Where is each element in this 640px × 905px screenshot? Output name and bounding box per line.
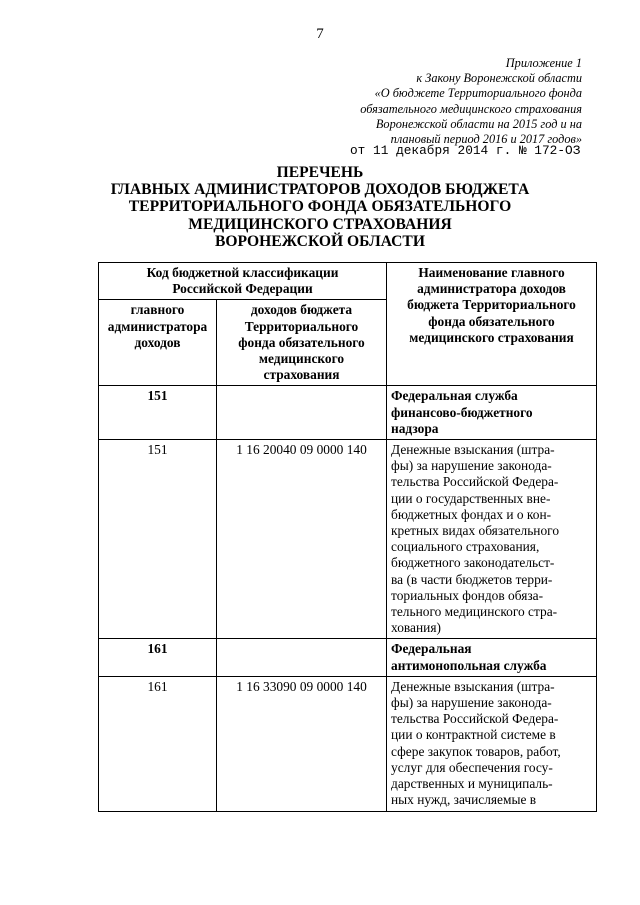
name-line: социального страхования, xyxy=(391,539,540,555)
admin-code-cell: 161 xyxy=(99,676,217,811)
name-line: бюджетных фондах и о кон- xyxy=(391,506,552,522)
header-line: администратора доходов xyxy=(417,281,566,297)
revenue-code-cell: 1 16 20040 09 0000 140 xyxy=(217,440,387,639)
title-line: ВОРОНЕЖСКОЙ ОБЛАСТИ xyxy=(215,232,425,250)
name-line: ции о контрактной системе в xyxy=(391,727,556,743)
appendix-line: «О бюджете Территориального фонда xyxy=(374,86,582,101)
main-administrator-header xyxy=(99,300,217,386)
header-line: Код бюджетной классификации xyxy=(146,265,339,280)
header-line: Территориального xyxy=(244,318,359,334)
revenue-code-header xyxy=(217,300,387,386)
appendix-line: Приложение 1 xyxy=(505,56,582,70)
name-line: ва (в части бюджетов терри- xyxy=(391,571,553,587)
name-line: сфере закупок товаров, работ, xyxy=(391,743,561,759)
name-line: ции о государственных вне- xyxy=(391,490,551,506)
revenue-administrators-table xyxy=(98,262,597,812)
name-line: кретных видах обязательного xyxy=(391,523,560,539)
header-line: страхования xyxy=(263,367,340,383)
document-title xyxy=(0,164,640,250)
administrator-name-cell xyxy=(387,386,597,440)
name-line: фы) за нарушение законода- xyxy=(391,458,552,474)
administrator-name-header xyxy=(387,263,597,386)
title-line: МЕДИЦИНСКОГО СТРАХОВАНИЯ xyxy=(188,215,452,233)
name-line: Федеральная служба xyxy=(391,388,518,404)
header-line: фонда обязательного xyxy=(428,313,555,329)
name-line: антимонопольная служба xyxy=(391,657,547,673)
header-line: доходов бюджета xyxy=(250,302,353,318)
header-line: медицинского xyxy=(258,351,345,367)
name-line: Денежные взыскания (штра- xyxy=(391,442,555,458)
title-line: ТЕРРИТОРИАЛЬНОГО ФОНДА ОБЯЗАТЕЛЬНОГО xyxy=(128,198,512,216)
revenue-code-cell xyxy=(217,386,387,440)
name-line: хования) xyxy=(391,620,441,636)
law-date-number: от 11 декабря 2014 г. № 172-ОЗ xyxy=(350,143,581,158)
name-line: тельства Российской Федера- xyxy=(391,474,559,490)
header-line: Наименование главного xyxy=(418,265,565,280)
name-line: ториальных фондов обяза- xyxy=(391,587,544,603)
name-line: бюджетного законодательст- xyxy=(391,555,555,571)
name-line: тельства Российской Федера- xyxy=(391,711,559,727)
header-line: администратора xyxy=(107,318,208,334)
appendix-line: обязательного медицинского страхования xyxy=(360,101,582,116)
name-line: финансово-бюджетного xyxy=(391,404,533,420)
header-line: доходов xyxy=(134,334,181,350)
title-line: ГЛАВНЫХ АДМИНИСТРАТОРОВ ДОХОДОВ БЮДЖЕТА xyxy=(110,181,530,199)
name-line: услуг для обеспечения госу- xyxy=(391,759,553,775)
title-line: ПЕРЕЧЕНЬ xyxy=(276,164,364,181)
header-line: Российской Федерации xyxy=(172,281,313,297)
revenue-description-cell xyxy=(387,440,597,639)
table-row xyxy=(99,440,597,639)
appendix-line: Воронежской области на 2015 год и на xyxy=(375,116,582,131)
table-header-row xyxy=(99,263,597,300)
appendix-line: к Закону Воронежской области xyxy=(416,71,582,86)
administrator-name-cell xyxy=(387,639,597,676)
table-row xyxy=(99,676,597,811)
page-number: 7 xyxy=(316,26,324,42)
admin-code-cell: 151 xyxy=(99,440,217,639)
header-line: главного xyxy=(130,302,185,318)
admin-code-cell: 151 xyxy=(99,386,217,440)
header-line: бюджета Территориального xyxy=(407,297,576,313)
name-line: фы) за нарушение законода- xyxy=(391,695,552,711)
name-line: Денежные взыскания (штра- xyxy=(391,678,555,694)
name-line: дарственных и муниципаль- xyxy=(391,776,553,792)
appendix-line: плановый период 2016 и 2017 годов» xyxy=(390,132,582,147)
admin-code-cell: 161 xyxy=(99,639,217,676)
table-row xyxy=(99,386,597,440)
budget-classification-header xyxy=(99,263,387,300)
revenue-description-cell xyxy=(387,676,597,811)
revenue-code-cell: 1 16 33090 09 0000 140 xyxy=(217,676,387,811)
name-line: Федеральная xyxy=(391,641,472,657)
name-line: тельного медицинского стра- xyxy=(391,604,558,620)
table-row xyxy=(99,639,597,676)
header-line: медицинского страхования xyxy=(409,329,574,345)
name-line: надзора xyxy=(391,420,439,436)
header-line: фонда обязательного xyxy=(238,334,365,350)
revenue-code-cell xyxy=(217,639,387,676)
name-line: ных нужд, зачисляемые в xyxy=(391,792,537,808)
appendix-note xyxy=(360,56,582,147)
